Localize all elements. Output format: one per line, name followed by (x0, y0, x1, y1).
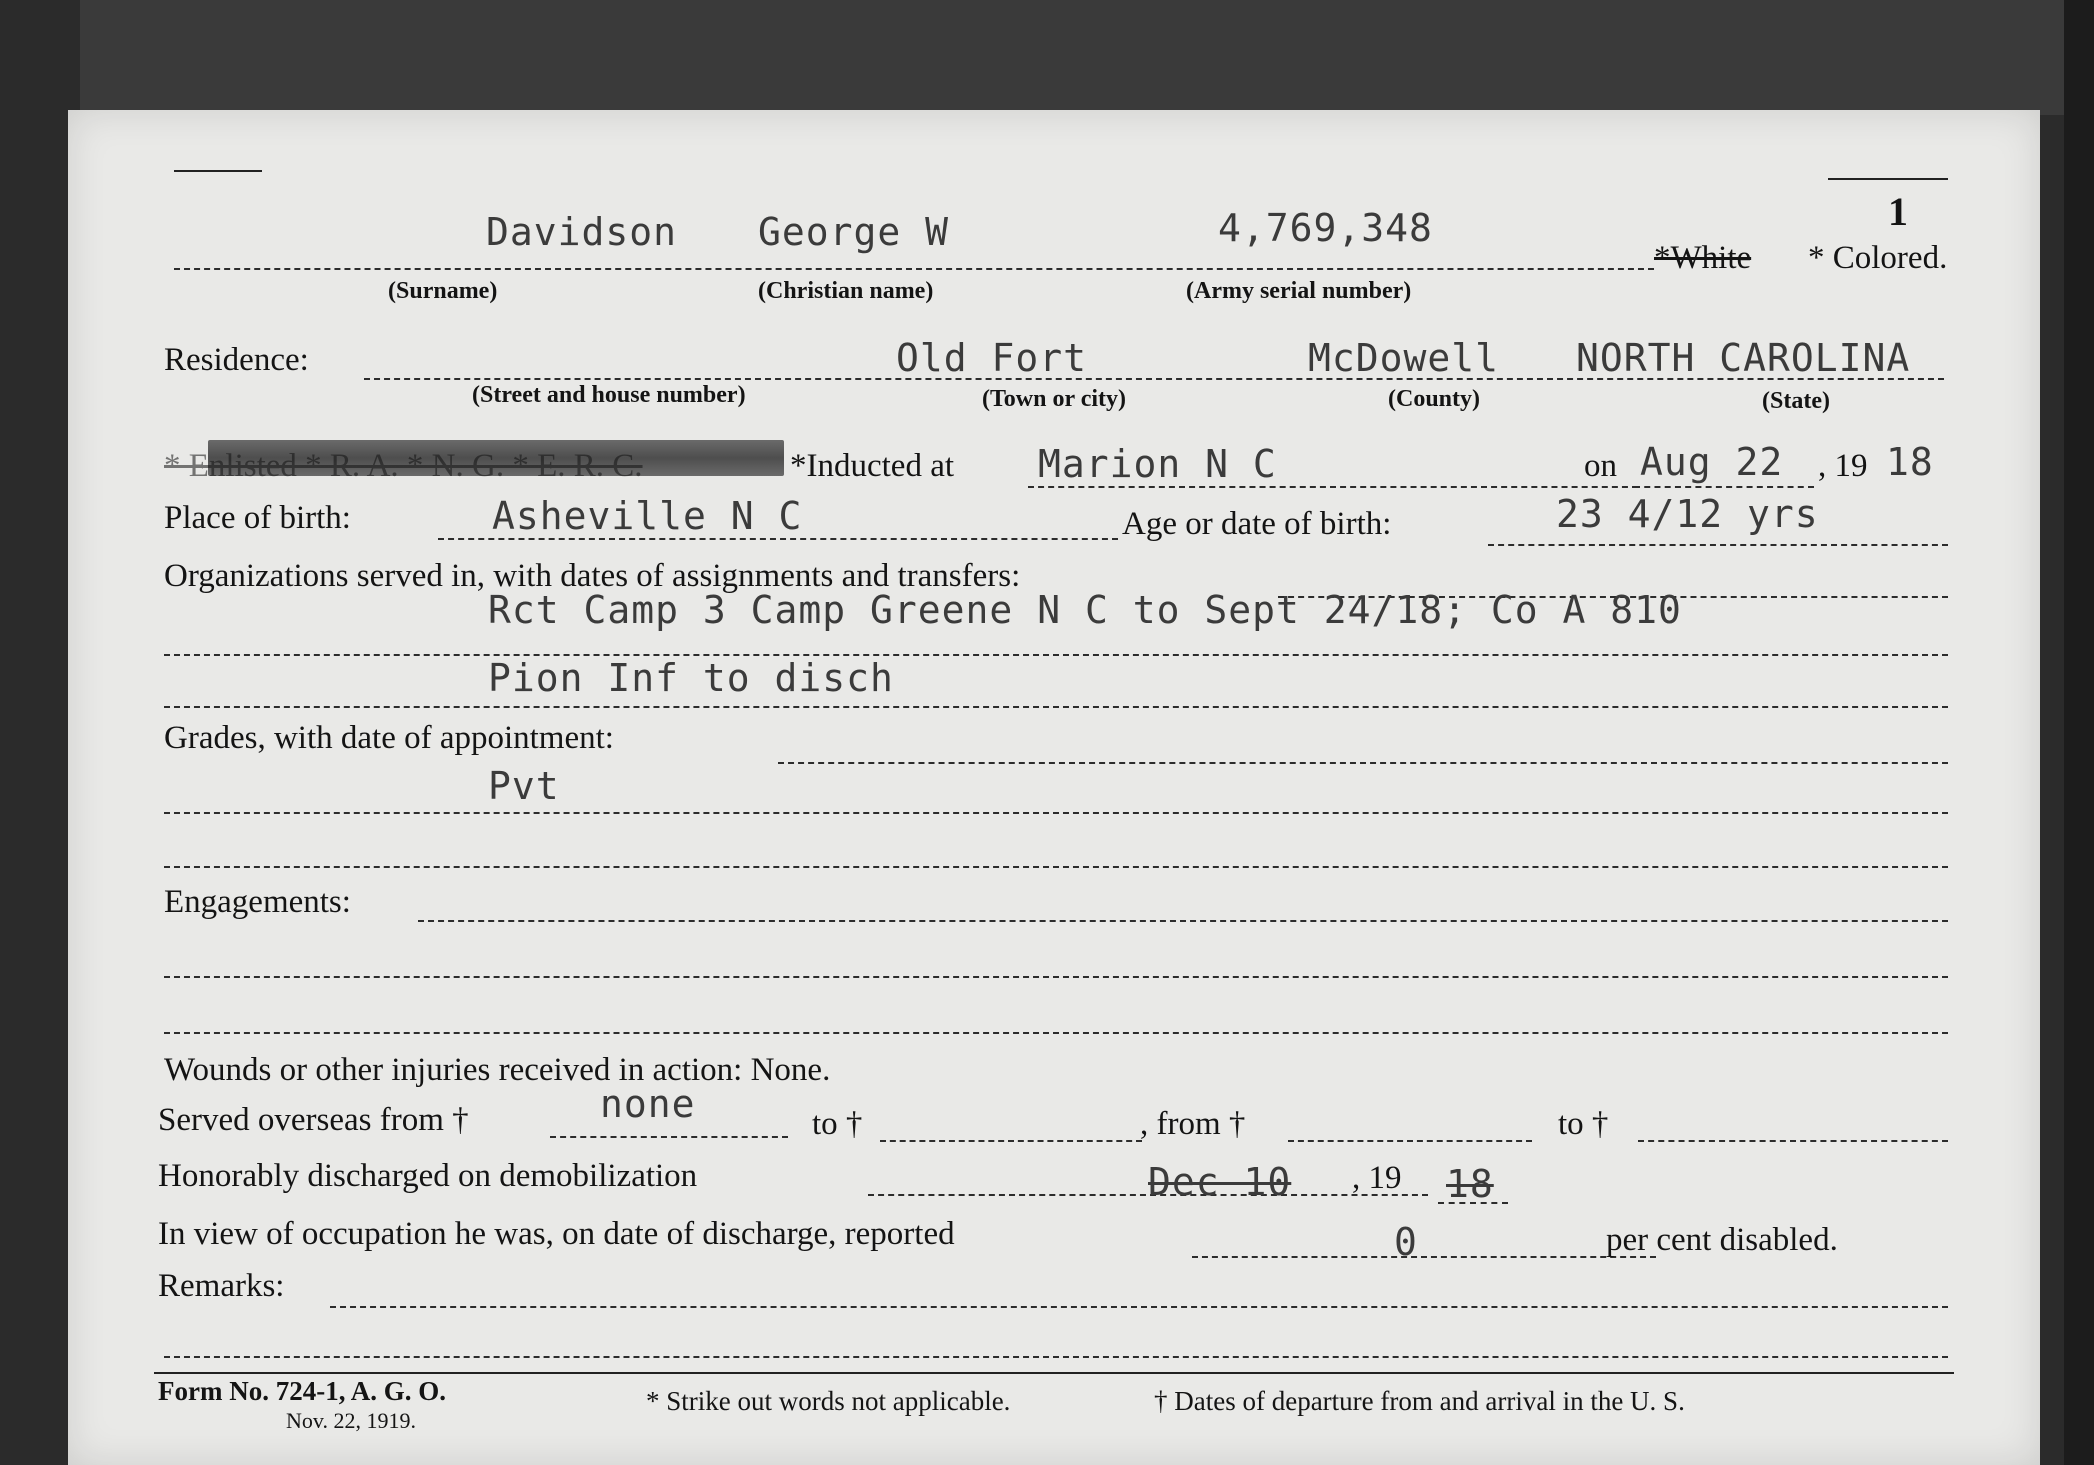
card-number: 1 (1888, 189, 1908, 234)
serial-number-value: 4,769,348 (1218, 206, 1433, 250)
remarks-line-0 (330, 1306, 1948, 1308)
overseas-from-line (550, 1136, 788, 1138)
residence-label: Residence: (164, 342, 309, 378)
overseas-from2-label: , from † (1140, 1106, 1246, 1142)
name-line (174, 268, 1654, 270)
grades-line-1 (164, 812, 1948, 814)
strike-note: * Strike out words not applicable. (646, 1386, 1011, 1416)
scan-background-top (80, 0, 2094, 115)
christian-name-value: George W (758, 210, 950, 254)
age-line (1488, 544, 1948, 546)
county-caption: (County) (1388, 386, 1481, 412)
place-of-birth-line (438, 538, 1118, 540)
top-right-rule (1828, 178, 1948, 180)
overseas-label: Served overseas from † (158, 1102, 469, 1138)
overseas-to2-label: to † (1558, 1106, 1609, 1142)
disability-label: In view of occupation he was, on date of discharge, reported (158, 1216, 955, 1252)
scan-background-right (2064, 0, 2094, 1465)
form-number: Form No. 724-1, A. G. O. (158, 1376, 446, 1406)
christian-name-caption: (Christian name) (758, 278, 934, 304)
discharge-year-line (1438, 1202, 1508, 1204)
organizations-line-2 (164, 706, 1948, 708)
town-caption: (Town or city) (982, 386, 1126, 412)
organizations-line2: Pion Inf to disch (488, 656, 894, 700)
organizations-line1: Rct Camp 3 Camp Greene N C to Sept 24/18; Co A 810 (488, 588, 1682, 632)
grades-line-2 (164, 866, 1948, 868)
engagements-line-1 (164, 976, 1948, 978)
residence-town: Old Fort (896, 336, 1088, 380)
disability-line (1192, 1256, 1656, 1258)
engagements-line-2 (164, 1032, 1948, 1034)
race-white: *White (1654, 240, 1752, 276)
surname-caption: (Surname) (388, 278, 498, 304)
inducted-year-suffix: 18 (1886, 440, 1934, 484)
organizations-line-1 (164, 654, 1948, 656)
inducted-year-prefix: , 19 (1818, 448, 1868, 484)
residence-state: NORTH CAROLINA (1576, 336, 1911, 380)
overseas-to2-line (1638, 1140, 1948, 1142)
street-caption: (Street and house number) (472, 382, 746, 408)
residence-county: McDowell (1308, 336, 1500, 380)
inducted-label: *Inducted at (790, 448, 955, 484)
overseas-to-label: to † (812, 1106, 863, 1142)
remarks-line-1 (164, 1356, 1948, 1358)
inducted-line (1028, 486, 1638, 488)
disability-suffix: per cent disabled. (1606, 1222, 1838, 1258)
top-left-rule (174, 170, 262, 172)
footer-rule (154, 1372, 1954, 1374)
residence-line (364, 378, 1944, 380)
grades-line-0 (778, 762, 1948, 764)
place-of-birth-value: Asheville N C (492, 494, 803, 538)
discharge-label: Honorably discharged on demobilization (158, 1158, 698, 1194)
on-label: on (1584, 448, 1617, 484)
discharge-year-prefix: , 19 (1352, 1160, 1402, 1196)
overseas-from-value: none (600, 1082, 696, 1126)
inducted-date: Aug 22 (1640, 440, 1784, 484)
engagements-line-0 (418, 920, 1948, 922)
grades-label: Grades, with date of appointment: (164, 720, 614, 756)
remarks-label: Remarks: (158, 1268, 285, 1304)
organizations-label: Organizations served in, with dates of assignments and transfers: (164, 558, 1021, 594)
place-of-birth-label: Place of birth: (164, 500, 351, 536)
wounds-label: Wounds or other injuries received in action: None. (164, 1052, 831, 1088)
discharge-date: Dec 10 (1148, 1160, 1292, 1204)
overseas-to-line (880, 1140, 1142, 1142)
surname-value: Davidson (486, 210, 678, 254)
race-colored: * Colored. (1808, 240, 1948, 276)
discharge-year-suffix: 18 (1446, 1162, 1494, 1206)
grades-value: Pvt (488, 764, 560, 808)
age-value: 23 4/12 yrs (1556, 492, 1819, 536)
dates-note: † Dates of departure from and arrival in the U. S. (1154, 1386, 1685, 1416)
service-record-card (68, 110, 2040, 1465)
form-date: Nov. 22, 1919. (286, 1408, 416, 1433)
state-caption: (State) (1762, 388, 1830, 414)
overseas-from2-line (1288, 1140, 1532, 1142)
inducted-date-line (1634, 486, 1814, 488)
engagements-label: Engagements: (164, 884, 351, 920)
disability-value: 0 (1394, 1220, 1418, 1264)
age-label: Age or date of birth: (1122, 506, 1392, 542)
inducted-place: Marion N C (1038, 442, 1277, 486)
enlisted-struck-text: * Enlisted * R. A. * N. G. * E. R. C. (164, 448, 643, 484)
serial-number-caption: (Army serial number) (1186, 278, 1412, 304)
